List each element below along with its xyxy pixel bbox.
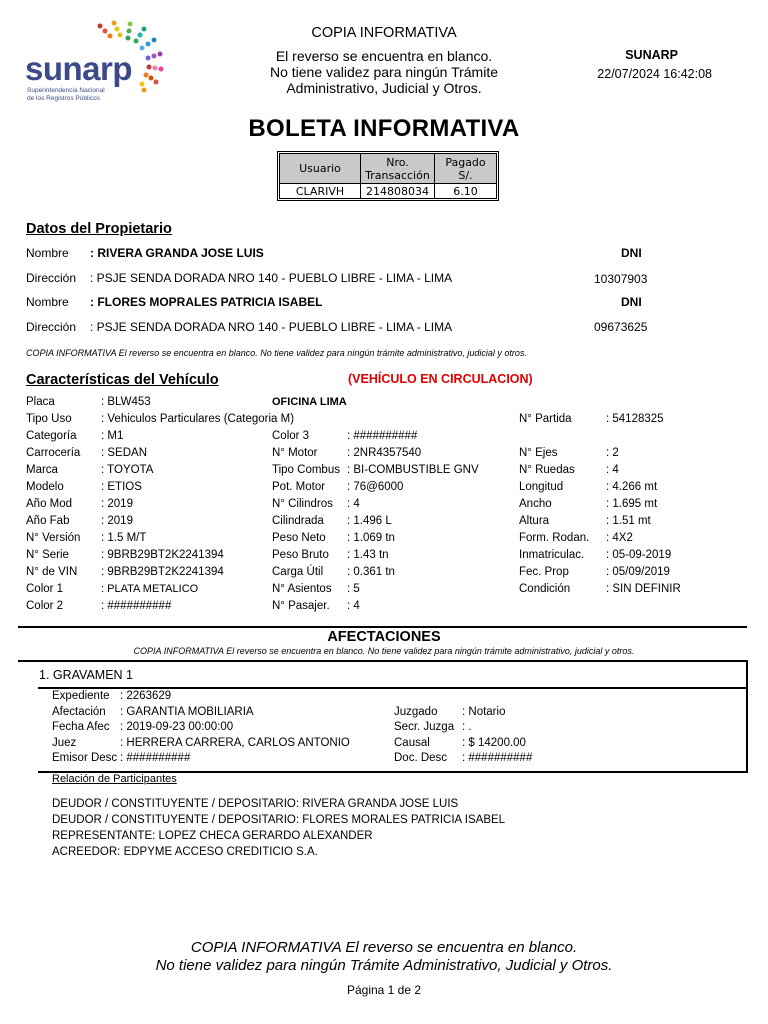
header-notice-line-1: El reverso se encuentra en blanco.	[275, 48, 493, 64]
owner-2-nombre-label: Nombre	[26, 295, 69, 309]
vehicle-value: : 76@6000	[347, 481, 404, 493]
vehicle-value: : 05-09-2019	[606, 549, 672, 561]
tx-header-pagado	[435, 154, 497, 184]
page-title: BOLETA INFORMATIVA	[248, 115, 520, 142]
gravamen-value: : Notario	[462, 705, 506, 718]
tx-header-transaccion-line-2: Transacción	[365, 168, 430, 182]
gravamen-label: Juzgado	[394, 705, 438, 718]
gravamen-label: Doc. Desc	[394, 752, 448, 764]
vehicle-section-title: Características del Vehículo	[26, 372, 219, 388]
vehicle-value: : 1.069 tn	[347, 532, 395, 544]
vehicle-value: : 1.695 mt	[606, 498, 658, 510]
vehicle-office: OFICINA LIMA	[272, 396, 347, 408]
tx-value-transaccion: 214808034	[361, 184, 435, 199]
vehicle-value: : 4X2	[606, 532, 633, 544]
vehicle-value: : 9BRB29BT2K2241394	[101, 549, 224, 561]
vehicle-label: Año Fab	[26, 515, 70, 527]
gravamen-value: : HERRERA CARRERA, CARLOS ANTONIO	[120, 736, 350, 749]
tx-header-pagado-line-2: S/.	[458, 168, 473, 182]
owner-1-doc-number: 10307903	[594, 272, 648, 286]
vehicle-status: (VEHÍCULO EN CIRCULACION)	[348, 372, 533, 386]
vehicle-label: Año Mod	[26, 498, 73, 510]
participant-item: DEUDOR / CONSTITUYENTE / DEPOSITARIO: RIVERA GRANDA JOSE LUIS	[52, 798, 459, 810]
footer-notice-line-1: COPIA INFORMATIVA El reverso se encuentra en blanco.	[190, 939, 578, 956]
afectaciones-mid-rule	[18, 660, 747, 662]
vehicle-value: : 4	[606, 464, 619, 476]
vehicle-value: : 4.266 mt	[606, 481, 658, 493]
gravamen-value: : 2263629	[120, 690, 172, 702]
vehicle-value: : ETIOS	[101, 481, 142, 493]
gravamen-label: Afectación	[52, 705, 106, 718]
vehicle-value: : 1.43 tn	[347, 549, 389, 561]
gravamen-value: : ##########	[462, 752, 533, 764]
tx-header-transaccion	[361, 154, 435, 184]
header-datetime: 22/07/2024 16:42:08	[597, 67, 712, 81]
owner-1-doc-type: DNI	[621, 246, 642, 260]
vehicle-label: N° Motor	[272, 447, 318, 459]
vehicle-value: : 4	[347, 600, 360, 612]
page-number: Página 1 de 2	[346, 983, 422, 997]
vehicle-value: : 2019	[101, 515, 133, 527]
gravamen-title: 1. GRAVAMEN 1	[39, 668, 134, 682]
participant-item: REPRESENTANTE: LOPEZ CHECA GERARDO ALEXANDER	[52, 830, 373, 842]
gravamen-rule	[38, 687, 746, 689]
vehicle-value: : 4	[347, 498, 360, 510]
owner-2-direccion-label: Dirección	[26, 320, 77, 334]
vehicle-label: Color 3	[272, 430, 310, 442]
owners-section-title: Datos del Propietario	[26, 221, 172, 237]
vehicle-label: Tipo Uso	[26, 413, 72, 425]
gravamen-right-border	[746, 660, 748, 773]
vehicle-label: Modelo	[26, 481, 64, 493]
owner-1-nombre-label: Nombre	[26, 246, 69, 260]
vehicle-label: Color 1	[26, 583, 64, 595]
sunarp-logo-text: sunarp	[25, 50, 133, 87]
gravamen-label: Secr. Juzga	[394, 721, 455, 733]
tx-value-pagado: 6.10	[435, 184, 497, 199]
copy-label: COPIA INFORMATIVA	[311, 25, 457, 41]
vehicle-value: : 0.361 tn	[347, 566, 395, 578]
vehicle-label: Tipo Combus	[272, 464, 340, 476]
vehicle-value: : SEDAN	[101, 447, 148, 459]
vehicle-label: N° Asientos	[272, 583, 332, 595]
owner-1-nombre: : RIVERA GRANDA JOSE LUIS	[90, 246, 264, 260]
owner-1-direccion-label: Dirección	[26, 271, 77, 285]
vehicle-value: : 2NR4357540	[347, 447, 422, 459]
vehicle-label: Cilindrada	[272, 515, 324, 527]
gravamen-value: : ##########	[120, 752, 191, 764]
footer-notice	[0, 939, 768, 975]
footer-notice-line-2: No tiene validez para ningún Trámite Administrativo, Judicial y Otros.	[155, 957, 613, 974]
transaction-table	[279, 153, 497, 199]
vehicle-value: : 1.51 mt	[606, 515, 651, 527]
vehicle-label: Carga Útil	[272, 566, 324, 578]
vehicle-value: : BLW453	[101, 396, 151, 408]
vehicle-label: Form. Rodan.	[519, 532, 590, 544]
vehicle-label: N° de VIN	[26, 566, 78, 578]
vehicle-value: : Vehiculos Particulares (Categoria M)	[101, 413, 295, 425]
vehicle-value: : 1.496 L	[347, 515, 392, 527]
owners-note: COPIA INFORMATIVA El reverso se encuentra en blanco. No tiene validez para ningún trámite administrativo, judicial y otros.	[26, 348, 527, 358]
vehicle-label: Inmatriculac.	[519, 549, 585, 561]
vehicle-label: Placa	[26, 396, 55, 408]
vehicle-value: : M1	[101, 430, 124, 442]
participant-item: DEUDOR / CONSTITUYENTE / DEPOSITARIO: FLORES MORALES PATRICIA ISABEL	[52, 814, 506, 826]
owner-2-doc-type: DNI	[621, 295, 642, 309]
gravamen-value: : 2019-09-23 00:00:00	[120, 721, 234, 733]
tx-header-pagado-line-1: Pagado	[445, 155, 486, 169]
logo-subtitle-line-2: de los Registros Públicos	[27, 95, 100, 102]
afectaciones-note: COPIA INFORMATIVA El reverso se encuentra en blanco. No tiene validez para ningún trámite administrativo, judicial y otros.	[133, 646, 635, 656]
participants-title: Relación de Participantes	[52, 773, 177, 785]
afectaciones-top-rule	[18, 626, 747, 628]
gravamen-value: : $ 14200.00	[462, 736, 526, 749]
owner-2-doc-number: 09673625	[594, 320, 648, 334]
afectaciones-title: AFECTACIONES	[327, 629, 441, 645]
vehicle-label: N° Cilindros	[272, 498, 333, 510]
vehicle-value: : PLATA METALICO	[101, 583, 199, 595]
header-notice-line-2: No tiene validez para ningún Trámite	[269, 64, 499, 80]
vehicle-label: Carrocería	[26, 447, 81, 459]
vehicle-label: N° Versión	[26, 532, 81, 544]
vehicle-value: : TOYOTA	[101, 464, 154, 476]
owner-1-direccion: : PSJE SENDA DORADA NRO 140 - PUEBLO LIBRE - LIMA - LIMA	[90, 271, 453, 285]
header-org: SUNARP	[625, 48, 678, 62]
sunarp-logo-subtitle	[27, 87, 105, 103]
vehicle-label: Categoría	[26, 430, 77, 442]
gravamen-value: : GARANTIA MOBILIARIA	[120, 705, 254, 718]
vehicle-value: : 05/09/2019	[606, 566, 670, 578]
vehicle-value: : 2	[606, 447, 619, 459]
participant-item: ACREEDOR: EDPYME ACCESO CREDITICIO S.A.	[52, 846, 318, 858]
vehicle-label: Altura	[519, 515, 550, 527]
vehicle-value: : 1.5 M/T	[101, 532, 147, 544]
tx-header-usuario-text: Usuario	[299, 162, 341, 175]
vehicle-label: Fec. Prop	[519, 566, 569, 578]
vehicle-label: N° Partida	[519, 413, 572, 425]
gravamen-value: : .	[462, 721, 472, 733]
vehicle-label: Ancho	[519, 498, 552, 510]
vehicle-value: : ##########	[347, 430, 418, 442]
vehicle-label: Peso Bruto	[272, 549, 329, 561]
vehicle-label: N° Serie	[26, 549, 69, 561]
vehicle-label: Color 2	[26, 600, 64, 612]
gravamen-label: Causal	[394, 736, 430, 749]
vehicle-value: : SIN DEFINIR	[606, 583, 681, 595]
logo-subtitle-line-1: Superintendencia Nacional	[27, 87, 105, 94]
owner-2-nombre: : FLORES MOPRALES PATRICIA ISABEL	[90, 295, 323, 309]
vehicle-value: : 9BRB29BT2K2241394	[101, 566, 224, 578]
header-notice	[184, 48, 584, 96]
vehicle-value: : 2019	[101, 498, 133, 510]
vehicle-value: : BI-COMBUSTIBLE GNV	[347, 464, 479, 476]
vehicle-label: Pot. Motor	[272, 481, 326, 493]
vehicle-label: Marca	[26, 464, 58, 476]
gravamen-label: Fecha Afec	[52, 721, 110, 733]
vehicle-label: Longitud	[519, 481, 564, 493]
owner-2-direccion: : PSJE SENDA DORADA NRO 140 - PUEBLO LIBRE - LIMA - LIMA	[90, 320, 453, 334]
header-notice-line-3: Administrativo, Judicial y Otros.	[286, 80, 482, 96]
tx-value-usuario: CLARIVH	[280, 184, 361, 199]
vehicle-value: : ##########	[101, 600, 172, 612]
vehicle-label: N° Ruedas	[519, 464, 575, 476]
vehicle-label: Peso Neto	[272, 532, 326, 544]
tx-header-usuario	[280, 154, 361, 184]
gravamen-label: Emisor Desc	[52, 752, 118, 764]
vehicle-value: : 54128325	[606, 413, 664, 425]
vehicle-label: N° Pasajer.	[272, 600, 330, 612]
vehicle-label: Condición	[519, 583, 571, 595]
tx-header-transaccion-line-1: Nro.	[386, 155, 409, 169]
gravamen-label: Expediente	[52, 690, 110, 702]
vehicle-label: N° Ejes	[519, 447, 558, 459]
gravamen-label: Juez	[52, 736, 77, 749]
vehicle-value: : 5	[347, 583, 360, 595]
